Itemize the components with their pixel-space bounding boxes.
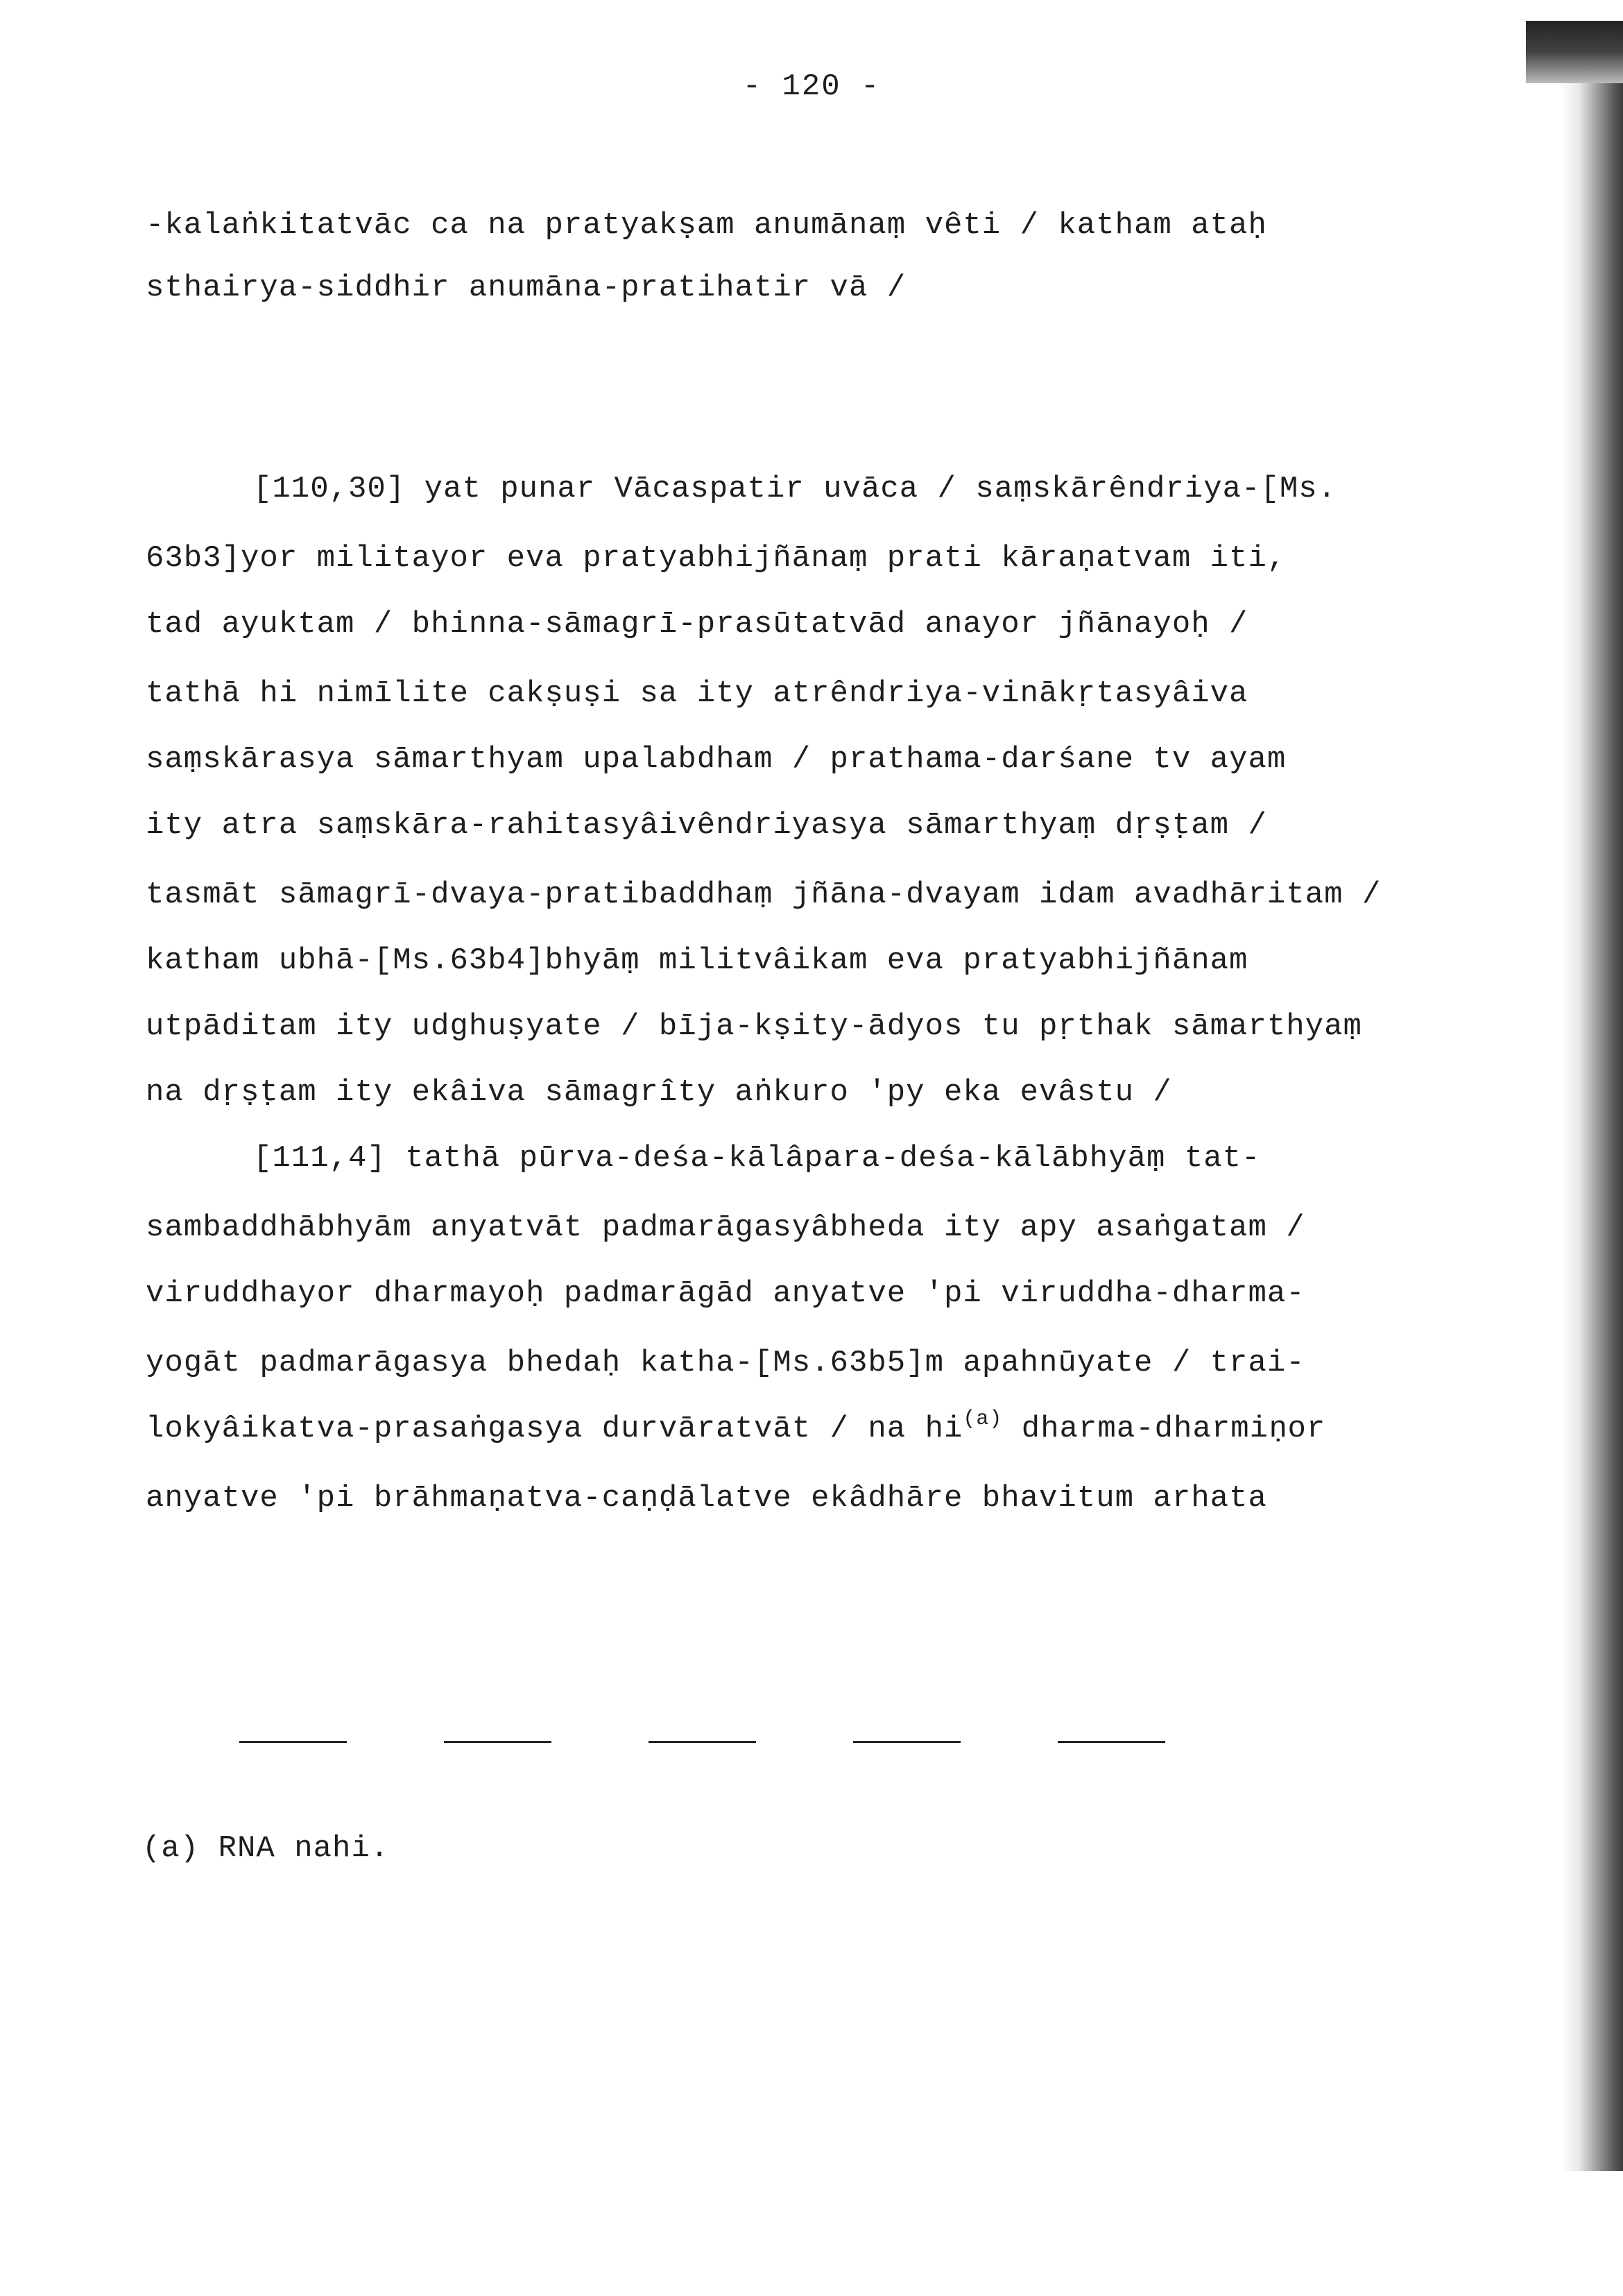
text-line-17-tail: dharma-dharmiṇor [1002, 1412, 1326, 1446]
text-line-14: sambaddhābhyām anyatvāt padmarāgasyâbheda ity apy asaṅgatam / [146, 1210, 1305, 1245]
text-line-2: sthairya-siddhir anumāna-pratihatir vā / [146, 271, 907, 305]
text-line-11: utpāditam ity udghuṣyate / bīja-kṣity-ādyos tu pṛthak sāmarthyaṃ [146, 1009, 1362, 1044]
text-line-9: tasmāt sāmagrī-dvaya-pratibaddhaṃ jñāna-dvayam idam avadhāritam / [146, 877, 1382, 912]
text-line-10: katham ubhā-[Ms.63b4]bhyāṃ militvâikam eva pratyabhijñānam [146, 943, 1248, 978]
separator-dash [853, 1741, 961, 1743]
text-line-15: viruddhayor dharmayoḥ padmarāgād anyatve 'pi viruddha-dharma- [146, 1276, 1305, 1311]
text-line-6: tathā hi nimīlite cakṣuṣi sa ity atrêndriya-vinākṛtasyâiva [146, 676, 1248, 711]
footnote: (a) RNA nahi. [142, 1831, 390, 1866]
text-line-13: [111,4] tathā pūrva-deśa-kālâpara-deśa-kālābhyāṃ tat- [253, 1141, 1261, 1176]
scan-spine-shadow [1561, 21, 1623, 2171]
page-number: - 120 - [742, 69, 881, 104]
separator-dash [1058, 1741, 1165, 1743]
separator-dash [444, 1741, 551, 1743]
text-line-5: tad ayuktam / bhinna-sāmagrī-prasūtatvād anayor jñānayoḥ / [146, 607, 1248, 642]
text-line-12: na dṛṣṭam ity ekâiva sāmagrîty aṅkuro 'py eka evâstu / [146, 1075, 1172, 1110]
text-line-17-head: lokyâikatva-prasaṅgasya durvāratvāt / na hi [146, 1412, 963, 1446]
text-line-17 [146, 1407, 1326, 1446]
text-line-1: -kalaṅkitatvāc ca na pratyakṣam anumānaṃ vêti / katham ataḥ [146, 208, 1267, 243]
text-line-18: anyatve 'pi brāhmaṇatva-caṇḍālatve ekâdhāre bhavitum arhata [146, 1481, 1267, 1516]
text-line-8: ity atra saṃskāra-rahitasyâivêndriyasya sāmarthyaṃ dṛṣṭam / [146, 808, 1267, 843]
text-line-3: [110,30] yat punar Vācaspatir uvāca / saṃskārêndriya-[Ms. [253, 472, 1337, 506]
separator-dash [239, 1741, 347, 1743]
text-line-16: yogāt padmarāgasya bhedaḥ katha-[Ms.63b5]m apahnūyate / trai- [146, 1346, 1305, 1380]
footnote-marker: (a) [963, 1407, 1003, 1431]
text-line-4: 63b3]yor militayor eva pratyabhijñānaṃ prati kāraṇatvam iti, [146, 541, 1287, 576]
text-line-7: saṃskārasya sāmarthyam upalabdham / prathama-darśane tv ayam [146, 742, 1287, 777]
separator-dash [649, 1741, 756, 1743]
